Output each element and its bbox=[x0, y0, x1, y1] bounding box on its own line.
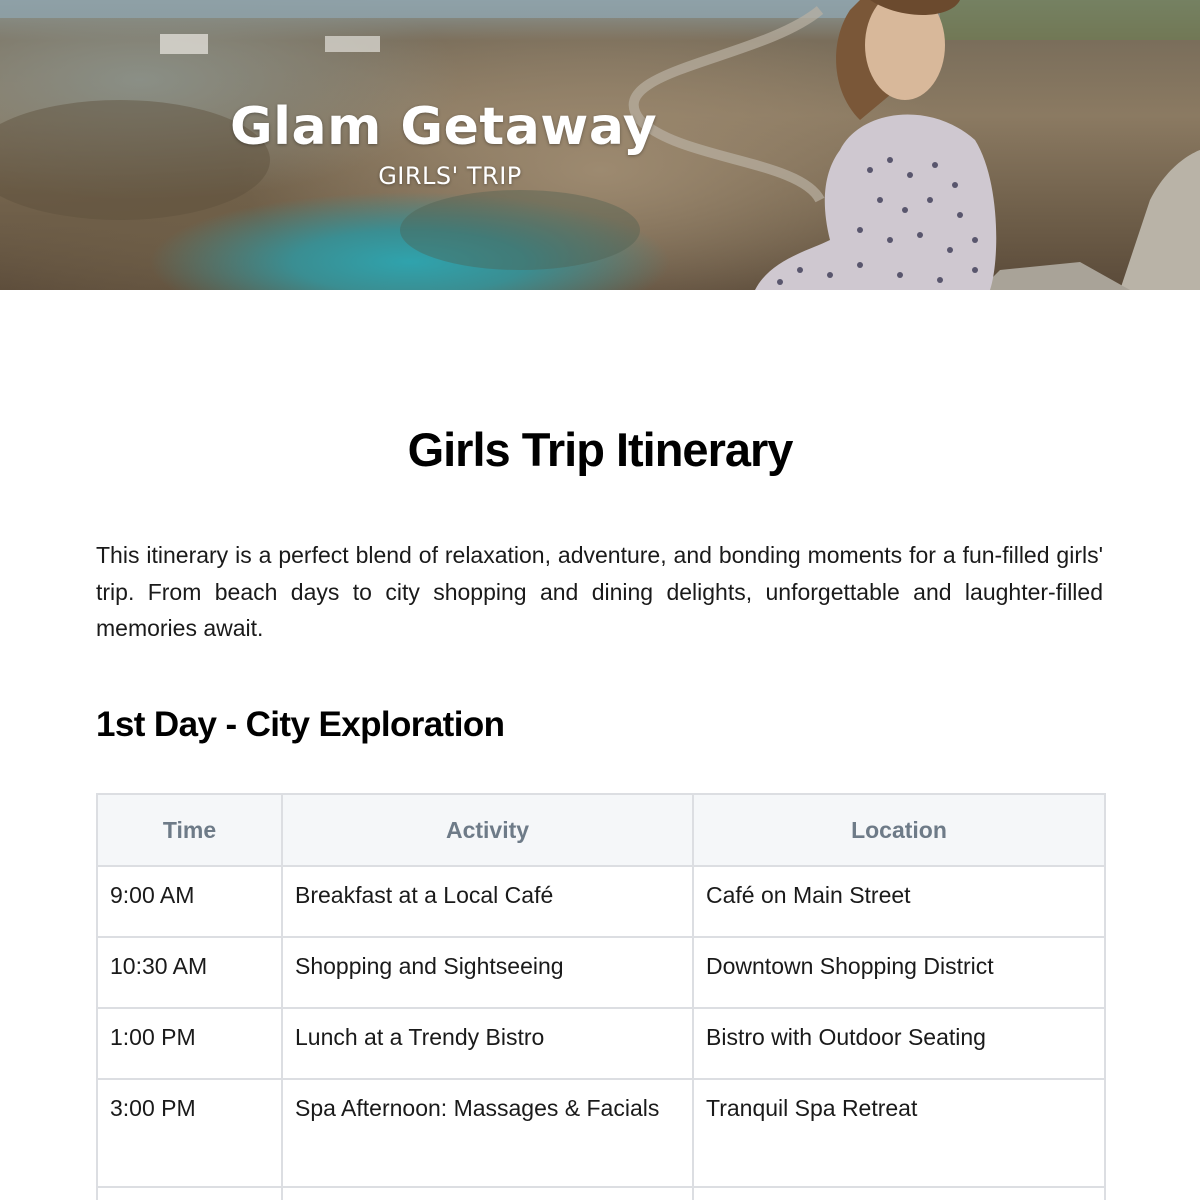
table-row-partial bbox=[97, 1187, 1105, 1200]
column-header-time: Time bbox=[97, 794, 282, 866]
location-cell bbox=[693, 1008, 1105, 1079]
hero-subtitle: GIRLS' TRIP bbox=[378, 162, 522, 190]
column-header-location: Location bbox=[693, 794, 1105, 866]
activity-text: Shopping and Sightseeing bbox=[295, 953, 564, 979]
time-cell bbox=[97, 937, 282, 1008]
activity-cell bbox=[282, 937, 693, 1008]
activity-cell bbox=[282, 1187, 693, 1200]
table-row bbox=[97, 866, 1105, 937]
time-cell bbox=[97, 866, 282, 937]
activity-text: Spa Afternoon: Massages & Facials bbox=[295, 1095, 660, 1121]
location-cell bbox=[693, 1079, 1105, 1187]
time-cell bbox=[97, 1079, 282, 1187]
activity-cell bbox=[282, 1008, 693, 1079]
location-text: Café on Main Street bbox=[706, 882, 911, 908]
table-row bbox=[97, 1079, 1105, 1187]
location-text: Tranquil Spa Retreat bbox=[706, 1095, 918, 1121]
hero-title: Glam Getaway bbox=[230, 97, 658, 157]
activity-text: Breakfast at a Local Café bbox=[295, 882, 554, 908]
day-1-heading: 1st Day - City Exploration bbox=[96, 705, 505, 744]
location-text: Downtown Shopping District bbox=[706, 953, 994, 979]
activity-text: Lunch at a Trendy Bistro bbox=[295, 1024, 545, 1050]
activity-cell bbox=[282, 866, 693, 937]
location-cell bbox=[693, 937, 1105, 1008]
table-header-row bbox=[97, 794, 1105, 866]
column-header-activity: Activity bbox=[282, 794, 693, 866]
time-cell bbox=[97, 1008, 282, 1079]
time-cell bbox=[97, 1187, 282, 1200]
location-cell bbox=[693, 1187, 1105, 1200]
time-text: 1:00 PM bbox=[110, 1024, 196, 1050]
time-text: 9:00 AM bbox=[110, 882, 195, 908]
time-text: 3:00 PM bbox=[110, 1095, 196, 1121]
location-cell bbox=[693, 866, 1105, 937]
time-text: 10:30 AM bbox=[110, 953, 208, 979]
table-row bbox=[97, 937, 1105, 1008]
itinerary-table bbox=[96, 793, 1106, 1200]
intro-paragraph: This itinerary is a perfect blend of relaxation, adventure, and bonding moments for a fun-filled girls' trip. From beach days to city shopping and dining delights, unforgettable and laughter-filled memories await. bbox=[96, 542, 1103, 641]
document-title: Girls Trip Itinerary bbox=[407, 423, 793, 476]
table-row bbox=[97, 1008, 1105, 1079]
activity-cell bbox=[282, 1079, 693, 1187]
hero-banner bbox=[0, 0, 1200, 290]
location-text: Bistro with Outdoor Seating bbox=[706, 1024, 986, 1050]
